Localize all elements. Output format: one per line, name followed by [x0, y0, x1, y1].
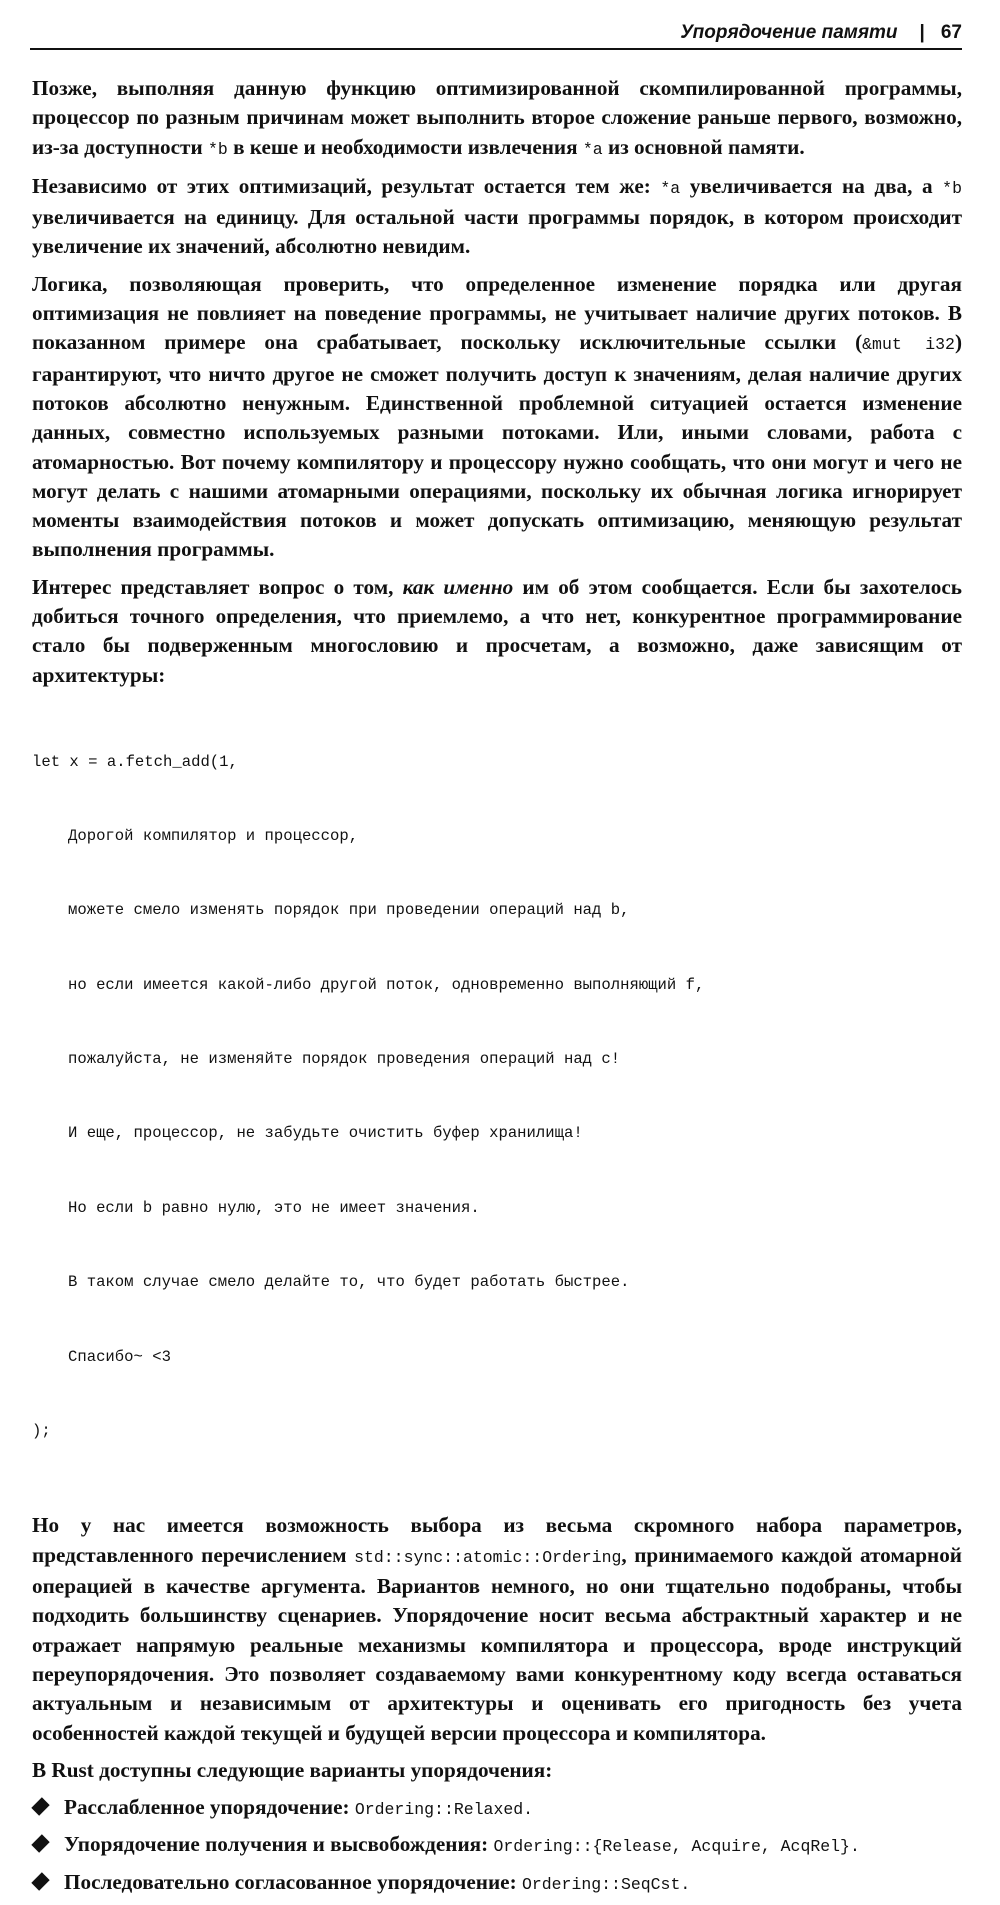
- p2-text-1: Независимо от этих оптимизаций, результат остается тем же:: [32, 173, 661, 198]
- ordering-list: [32, 1793, 962, 1899]
- p6-text-1: В Rust доступны следующие варианты упорядочения:: [32, 1757, 553, 1782]
- p1-text-3: из основной памяти.: [602, 134, 805, 159]
- list-item: [32, 1868, 962, 1899]
- list-item-text: Последовательно согласованное упорядочение:: [64, 1869, 522, 1894]
- paragraph-2: [32, 172, 962, 262]
- p1-text-1: Позже, выполняя данную функцию оптимизированной скомпилированной программы, процессор по разным причинам может выполнить второе сложение раньше первого, возможно, из-за доступности: [32, 76, 962, 159]
- code-line: можете смело изменять порядок при проведении операций над b,: [68, 901, 630, 920]
- list-item-code: Ordering::Relaxed.: [354, 1800, 534, 1820]
- body-text: [32, 74, 962, 1905]
- diamond-bullet-icon: [31, 1872, 49, 1890]
- list-item-text: Упорядочение получения и высвобождения:: [64, 1832, 494, 1857]
- page-number: 67: [940, 22, 962, 43]
- list-item-code: Ordering::{Release, Acquire, AcqRel}.: [493, 1837, 860, 1857]
- header-separator: |: [919, 22, 925, 43]
- code-listing: [32, 700, 962, 1494]
- code-line: И еще, процессор, не забудьте очистить буфер хранилища!: [68, 1124, 583, 1143]
- p3-text-1: Логика, позволяющая проверить, что определенное изменение порядка или другая оптимизация не повлияет на поведение программы, не учитывает наличие других потоков. В показанном примере она срабатывает, поскольку исключительные ссылки (: [32, 271, 962, 355]
- paragraph-3: [32, 270, 962, 565]
- diamond-bullet-icon: [31, 1797, 49, 1815]
- list-item-code: Ordering::SeqCst.: [521, 1874, 691, 1894]
- p5-text-2: , принимаемого каждой атомарной операцией в качестве аргумента. Вариантов немного, но они тщательно подобраны, чтобы подходить большинству сценариев. Упорядочение носит весьма абстрактный характер и не отражает напрямую реальные механизмы компилятора и процессора, вроде инструкций переупорядочения. Это позволяет создаваемому вами конкурентному коду всегда оставаться актуальным и независимым от архитектуры и оценивать его пригодность без учета особенностей каждой текущей и будущей версии процессора и компилятора.: [32, 1542, 962, 1745]
- p2-code-1: *a: [660, 178, 681, 198]
- p4-text-1: Интерес представляет вопрос о том,: [32, 574, 403, 599]
- list-item: [32, 1830, 962, 1861]
- p4-text-2: им об этом сообщается. Если бы захотелось добиться точного определения, что приемлемо, а что нет, конкурентное программирование стало бы подверженным многословию и просчетам, а возможно, даже зависящим от архитектуры:: [32, 574, 962, 687]
- p1-text-2: в кеше и необходимости извлечения: [227, 134, 583, 159]
- code-line: В таком случае смело делайте то, что будет работать быстрее.: [68, 1273, 630, 1292]
- p1-code-2: *a: [582, 139, 603, 159]
- p3-code-1: &mut i32: [862, 335, 955, 355]
- p5-text-1: Но у нас имеется возможность выбора из весьма скромного набора параметров, представленного перечислением: [32, 1513, 962, 1567]
- code-line: но если имеется какой-либо другой поток, одновременно выполняющий f,: [68, 975, 705, 994]
- paragraph-6: [32, 1756, 962, 1785]
- code-line: Но если b равно нулю, это не имеет значения.: [68, 1198, 480, 1217]
- paragraph-1: [32, 74, 962, 164]
- header-rule: [30, 48, 962, 50]
- diamond-bullet-icon: [31, 1835, 49, 1853]
- chapter-title: Упорядочение памяти: [680, 22, 898, 43]
- code-line: Спасибо~ <3: [68, 1347, 171, 1366]
- paragraph-5: [32, 1511, 962, 1747]
- p3-text-2: ) гарантируют, что ничто другое не сможет получить доступ к значениям, делая наличие других потоков абсолютно ненужным. Единственной проблемной ситуацией остается изменение данных, совместно используемых разными потоками. Или, иными словами, работа с атомарностью. Вот почему компилятору и процессору нужно сообщать, что они могут и чего не могут делать с нашими атомарными операциями, поскольку их обычная логика игнорирует моменты взаимодействия потоков и может допускать оптимизацию, меняющую результат выполнения программы.: [32, 330, 962, 562]
- code-line: );: [32, 1422, 51, 1441]
- p2-text-2: увеличивается на два, а: [680, 173, 943, 198]
- list-item-text: Расслабленное упорядочение:: [64, 1795, 355, 1820]
- p2-code-2: *b: [942, 178, 962, 198]
- p1-code-1: *b: [207, 139, 228, 159]
- paragraph-4: [32, 573, 962, 690]
- p5-code-1: std::sync::atomic::Ordering: [354, 1547, 622, 1567]
- code-line: Дорогой компилятор и процессор,: [68, 826, 359, 845]
- p2-text-3: увеличивается на единицу. Для остальной части программы порядок, в котором происходит увеличение их значений, абсолютно невидим.: [32, 205, 962, 259]
- code-line: let x = a.fetch_add(1,: [32, 752, 238, 771]
- code-line: пожалуйста, не изменяйте порядок проведения операций над c!: [68, 1050, 621, 1069]
- running-header: [30, 20, 962, 46]
- list-item: [32, 1793, 962, 1824]
- p4-emphasis: как именно: [402, 574, 514, 599]
